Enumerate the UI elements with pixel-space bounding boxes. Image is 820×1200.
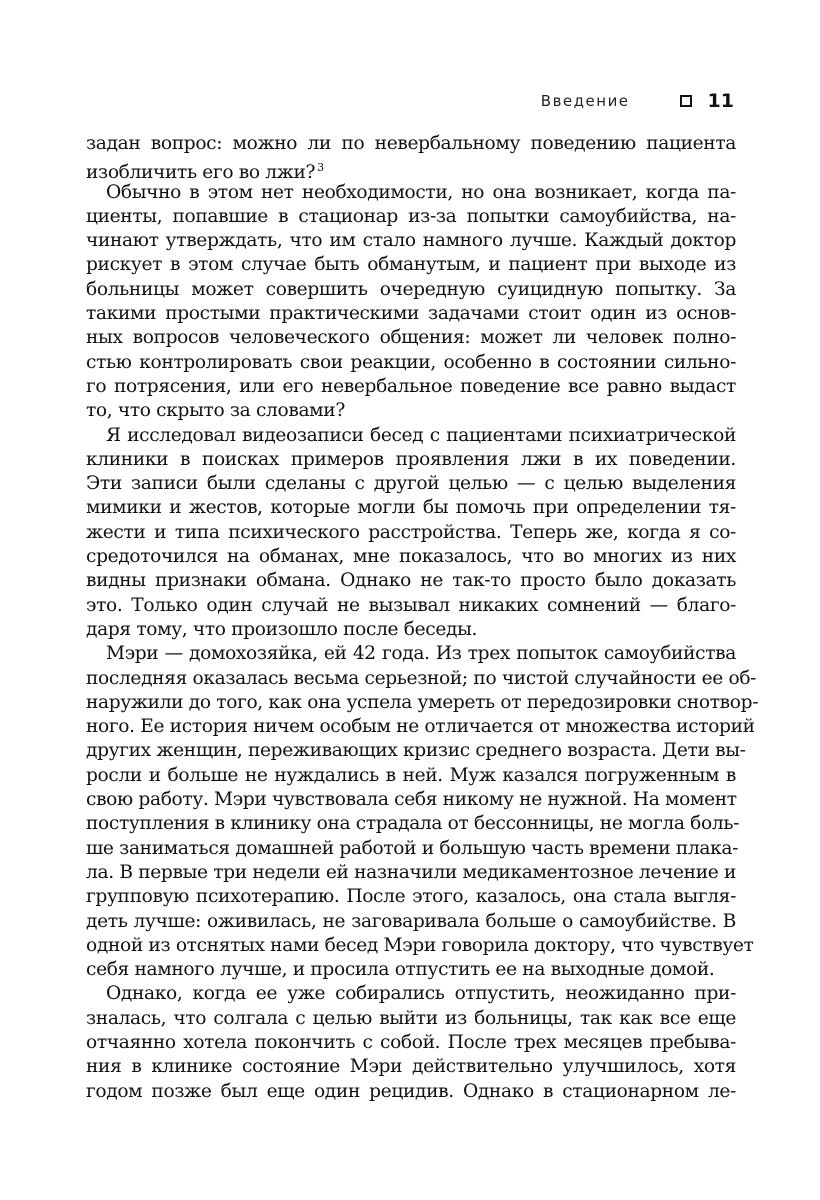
text-line (86, 594, 736, 618)
line-text: Эти записи были сделаны с другой целью — с целью выделения (86, 473, 736, 495)
text-line (86, 1031, 736, 1055)
text-line (86, 667, 757, 691)
text-line (86, 982, 736, 1006)
line-text: даря тому, что произошло после беседы. (86, 618, 478, 640)
text-line (86, 229, 736, 253)
line-text: такими простыми практическими задачами стоит один из основ- (86, 303, 736, 325)
text-line (86, 958, 736, 982)
text-line (86, 424, 736, 448)
text-line (86, 132, 736, 156)
text-line (86, 253, 736, 277)
text-line (86, 1080, 736, 1104)
text-line (86, 205, 736, 229)
paragraph (86, 132, 736, 184)
line-text: рискует в этом случае быть обманутым, и пациент при выходе из (86, 254, 736, 276)
line-text: ше заниматься домашней работой и большую часть времени плака- (86, 837, 739, 859)
text-line (86, 885, 736, 909)
line-text: ла. В первые три недели ей назначили медикаментозное лечение и (86, 861, 736, 883)
text-line (86, 302, 736, 326)
text-line (86, 278, 736, 302)
body-text (86, 132, 759, 1104)
text-line (86, 545, 736, 569)
text-line (86, 788, 736, 812)
text-line (86, 448, 736, 472)
line-text: задан вопрос: можно ли по невербальному поведению пациента (86, 133, 736, 154)
line-text: изобличить его во лжи? (86, 162, 316, 184)
line-text: Однако, когда ее уже собирались отпустить, неожиданно при- (106, 983, 736, 1005)
line-text: одной из отснятых нами бесед Мэри говорила доктору, что чувствует (86, 934, 754, 956)
text-line (86, 181, 736, 205)
line-text: других женщин, переживающих кризис среднего возраста. Дети вы- (86, 740, 746, 762)
line-text: росли и больше не нуждались в ней. Муж казался погруженным в (86, 764, 736, 786)
line-text: Мэри — домохозяйка, ей 42 года. Из трех попыток самоубийства (106, 643, 736, 665)
text-line (86, 569, 736, 593)
line-text: Обычно в этом нет необходимости, но она возникает, когда па- (106, 181, 736, 203)
text-line (86, 156, 736, 184)
text-line (86, 521, 736, 545)
text-line (86, 399, 736, 423)
text-line (86, 934, 754, 958)
line-text: клиники в поисках примеров проявления лжи в их поведении. (86, 448, 736, 470)
line-text: средоточился на обманах, мне показалось, что во многих из них (86, 546, 736, 568)
footnote-marker[interactable]: 3 (317, 161, 324, 175)
square-bullet-icon (680, 95, 692, 107)
running-header (541, 90, 734, 112)
section-title: Введение (540, 92, 630, 110)
text-line (86, 739, 746, 763)
line-text: ных вопросов человеческого общения: может ли человек полно- (86, 327, 736, 349)
text-line (86, 351, 736, 375)
line-text: ния в клинике состояние Мэри действительно улучшилось, хотя (86, 1056, 736, 1078)
text-line (86, 910, 736, 934)
line-text: мимики и жестов, которые могли бы помочь при определении тя- (86, 497, 736, 519)
text-line (86, 472, 736, 496)
line-text: Я исследовал видеозаписи бесед с пациентами психиатрической (106, 424, 736, 446)
text-line (86, 642, 736, 666)
line-text: видны признаки обмана. Однако не так-то просто было доказать (86, 570, 736, 592)
text-line (86, 715, 755, 739)
line-text: последняя оказалась весьма серьезной; по чистой случайности ее об- (86, 667, 757, 689)
text-line (86, 764, 736, 788)
line-text: ного. Ее история ничем особым не отличается от множества историй (86, 716, 755, 738)
line-text: наружили до того, как она успела умереть от передозировки снотвор- (86, 691, 759, 713)
line-text: стью контролировать свои реакции, особенно в состоянии сильно- (86, 351, 736, 373)
line-text: зналась, что солгала с целью выйти из больницы, так как все еще (86, 1007, 736, 1029)
line-text: го потрясения, или его невербальное поведение все равно выдаст (86, 375, 736, 397)
paragraph (86, 181, 736, 424)
line-text: жести и типа психического расстройства. Теперь же, когда я со- (86, 521, 736, 543)
line-text: групповую психотерапию. После этого, казалось, она стала выгля- (86, 886, 736, 908)
line-text: поступления в клинику она страдала от бессонницы, не могла боль- (86, 813, 740, 835)
line-text: больницы может совершить очередную суицидную попытку. За (86, 278, 736, 300)
text-line (86, 1055, 736, 1079)
text-line (86, 691, 759, 715)
text-line (86, 375, 736, 399)
page-number: 11 (707, 90, 734, 112)
text-line (86, 326, 736, 350)
line-text: годом позже был еще один рецидив. Однако в стационарном ле- (86, 1080, 736, 1102)
line-text: отчаянно хотела покончить с собой. После трех месяцев пребыва- (86, 1031, 736, 1053)
text-line (86, 1007, 736, 1031)
text-line (86, 861, 736, 885)
text-line (86, 812, 740, 836)
line-text: свою работу. Мэри чувствовала себя никому не нужной. На момент (86, 789, 737, 811)
line-text: деть лучше: оживилась, не заговаривала больше о самоубийстве. В (86, 910, 736, 932)
line-text: то, что скрыто за словами? (86, 400, 345, 422)
line-text: себя намного лучше, и просила отпустить ее на выходные домой. (86, 959, 715, 981)
paragraph (86, 982, 736, 1103)
text-line (86, 837, 739, 861)
line-text: циенты, попавшие в стационар из-за попытки самоубийства, на- (86, 205, 736, 227)
line-text: это. Только один случай не вызывал никаких сомнений — благо- (86, 594, 736, 616)
text-line (86, 618, 736, 642)
paragraph (86, 642, 759, 982)
paragraph (86, 424, 736, 643)
text-line (86, 496, 736, 520)
line-text: чинают утверждать, что им стало намного лучше. Каждый доктор (86, 230, 736, 252)
